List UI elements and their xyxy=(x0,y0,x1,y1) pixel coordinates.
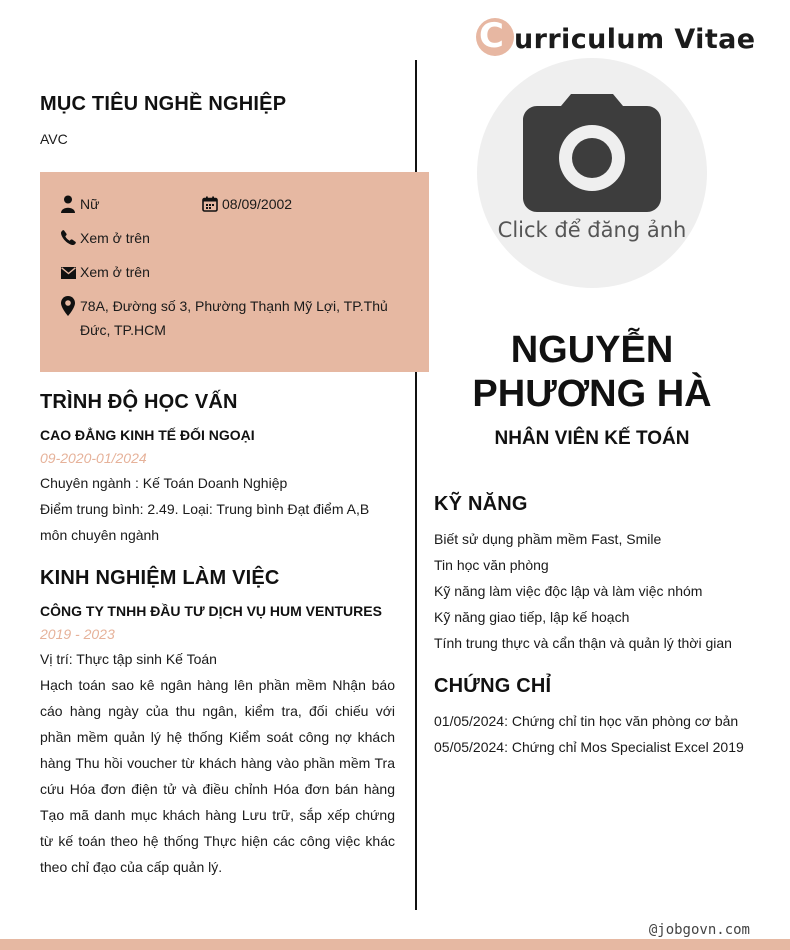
experience-title: KINH NGHIỆM LÀM VIỆC xyxy=(40,567,280,589)
profile-photo-upload[interactable] xyxy=(477,58,707,288)
experience-position[interactable]: Vị trí: Thực tập sinh Kế Toán xyxy=(40,651,217,667)
gender-value[interactable]: Nữ xyxy=(80,196,100,212)
certificate-item[interactable]: 05/05/2024: Chứng chỉ Mos Specialist Excel 2019 xyxy=(434,739,744,755)
location-pin-icon xyxy=(61,296,75,321)
objective-title: MỤC TIÊU NGHỀ NGHIỆP xyxy=(40,93,287,115)
person-icon xyxy=(61,195,75,218)
certificates-title: CHỨNG CHỈ xyxy=(434,675,552,697)
name-line-1: NGUYỄN xyxy=(510,329,674,371)
name-line-2: PHƯƠNG HÀ xyxy=(472,373,712,415)
contact-box xyxy=(40,172,429,372)
education-major[interactable]: Chuyên ngành : Kế Toán Doanh Nghiệp xyxy=(40,475,288,491)
certificate-item[interactable]: 01/05/2024: Chứng chỉ tin học văn phòng cơ bản xyxy=(434,713,739,729)
skill-item[interactable]: Tính trung thực và cẩn thận và quản lý thời gian xyxy=(434,635,732,651)
objective-text[interactable]: AVC xyxy=(40,131,68,147)
skill-item[interactable]: Biết sử dụng phầm mềm Fast, Smile xyxy=(434,531,662,547)
experience-description[interactable]: Hạch toán sao kê ngân hàng lên phần mềm Nhận báo cáo hàng ngày của thu ngân, kiểm tra, đối chiếu với phần mềm quản lý hệ thống Kiểm soát công nợ khách hàng Thu hồi voucher từ khách hàng vào phần mềm Tra cứu Hóa đơn điện tử và điều chỉnh Hóa đơn bán hàng Tạo mã danh mục khách hàng Lưu trữ, sắp xếp chứng từ kế toán theo hệ thống Thực hiện các công việc khác theo chỉ đạo của cấp quản lý. xyxy=(40,677,395,875)
skill-item[interactable]: Kỹ năng giao tiếp, lập kế hoạch xyxy=(434,609,630,625)
skill-item[interactable]: Tin học văn phòng xyxy=(434,557,549,573)
phone-icon xyxy=(61,230,76,250)
education-title: TRÌNH ĐỘ HỌC VẤN xyxy=(40,391,238,413)
photo-upload-label[interactable]: Click để đăng ảnh xyxy=(497,218,687,242)
birthdate-value[interactable]: 08/09/2002 xyxy=(222,196,293,212)
watermark-text: @jobgovn.com xyxy=(648,922,750,938)
candidate-name[interactable] xyxy=(440,328,744,416)
candidate-role[interactable]: NHÂN VIÊN KẾ TOÁN xyxy=(494,428,690,449)
brand-title: urriculum Vitae xyxy=(514,24,756,55)
education-school[interactable]: CAO ĐẲNG KINH TẾ ĐỐI NGOẠI xyxy=(40,427,255,443)
skill-item[interactable]: Kỹ năng làm việc độc lập và làm việc nhóm xyxy=(434,583,703,599)
email-value[interactable]: Xem ở trên xyxy=(80,264,150,280)
email-icon xyxy=(61,266,76,284)
education-gpa[interactable]: Điểm trung bình: 2.49. Loại: Trung bình Đạt điểm A,B môn chuyên ngành xyxy=(40,501,370,543)
address-value[interactable]: 78A, Đường số 3, Phường Thạnh Mỹ Lợi, TP.Thủ Đức, TP.HCM xyxy=(80,298,388,338)
experience-period[interactable]: 2019 - 2023 xyxy=(40,626,115,642)
education-period[interactable]: 09-2020-01/2024 xyxy=(40,450,147,466)
camera-icon xyxy=(523,92,661,217)
phone-value[interactable]: Xem ở trên xyxy=(80,230,150,246)
calendar-icon xyxy=(202,196,218,217)
brand-first-letter: C xyxy=(479,16,504,56)
experience-company[interactable]: CÔNG TY TNHH ĐẦU TƯ DỊCH VỤ HUM VENTURES xyxy=(40,603,382,619)
skills-title: KỸ NĂNG xyxy=(434,493,528,515)
footer-bar xyxy=(0,939,790,950)
